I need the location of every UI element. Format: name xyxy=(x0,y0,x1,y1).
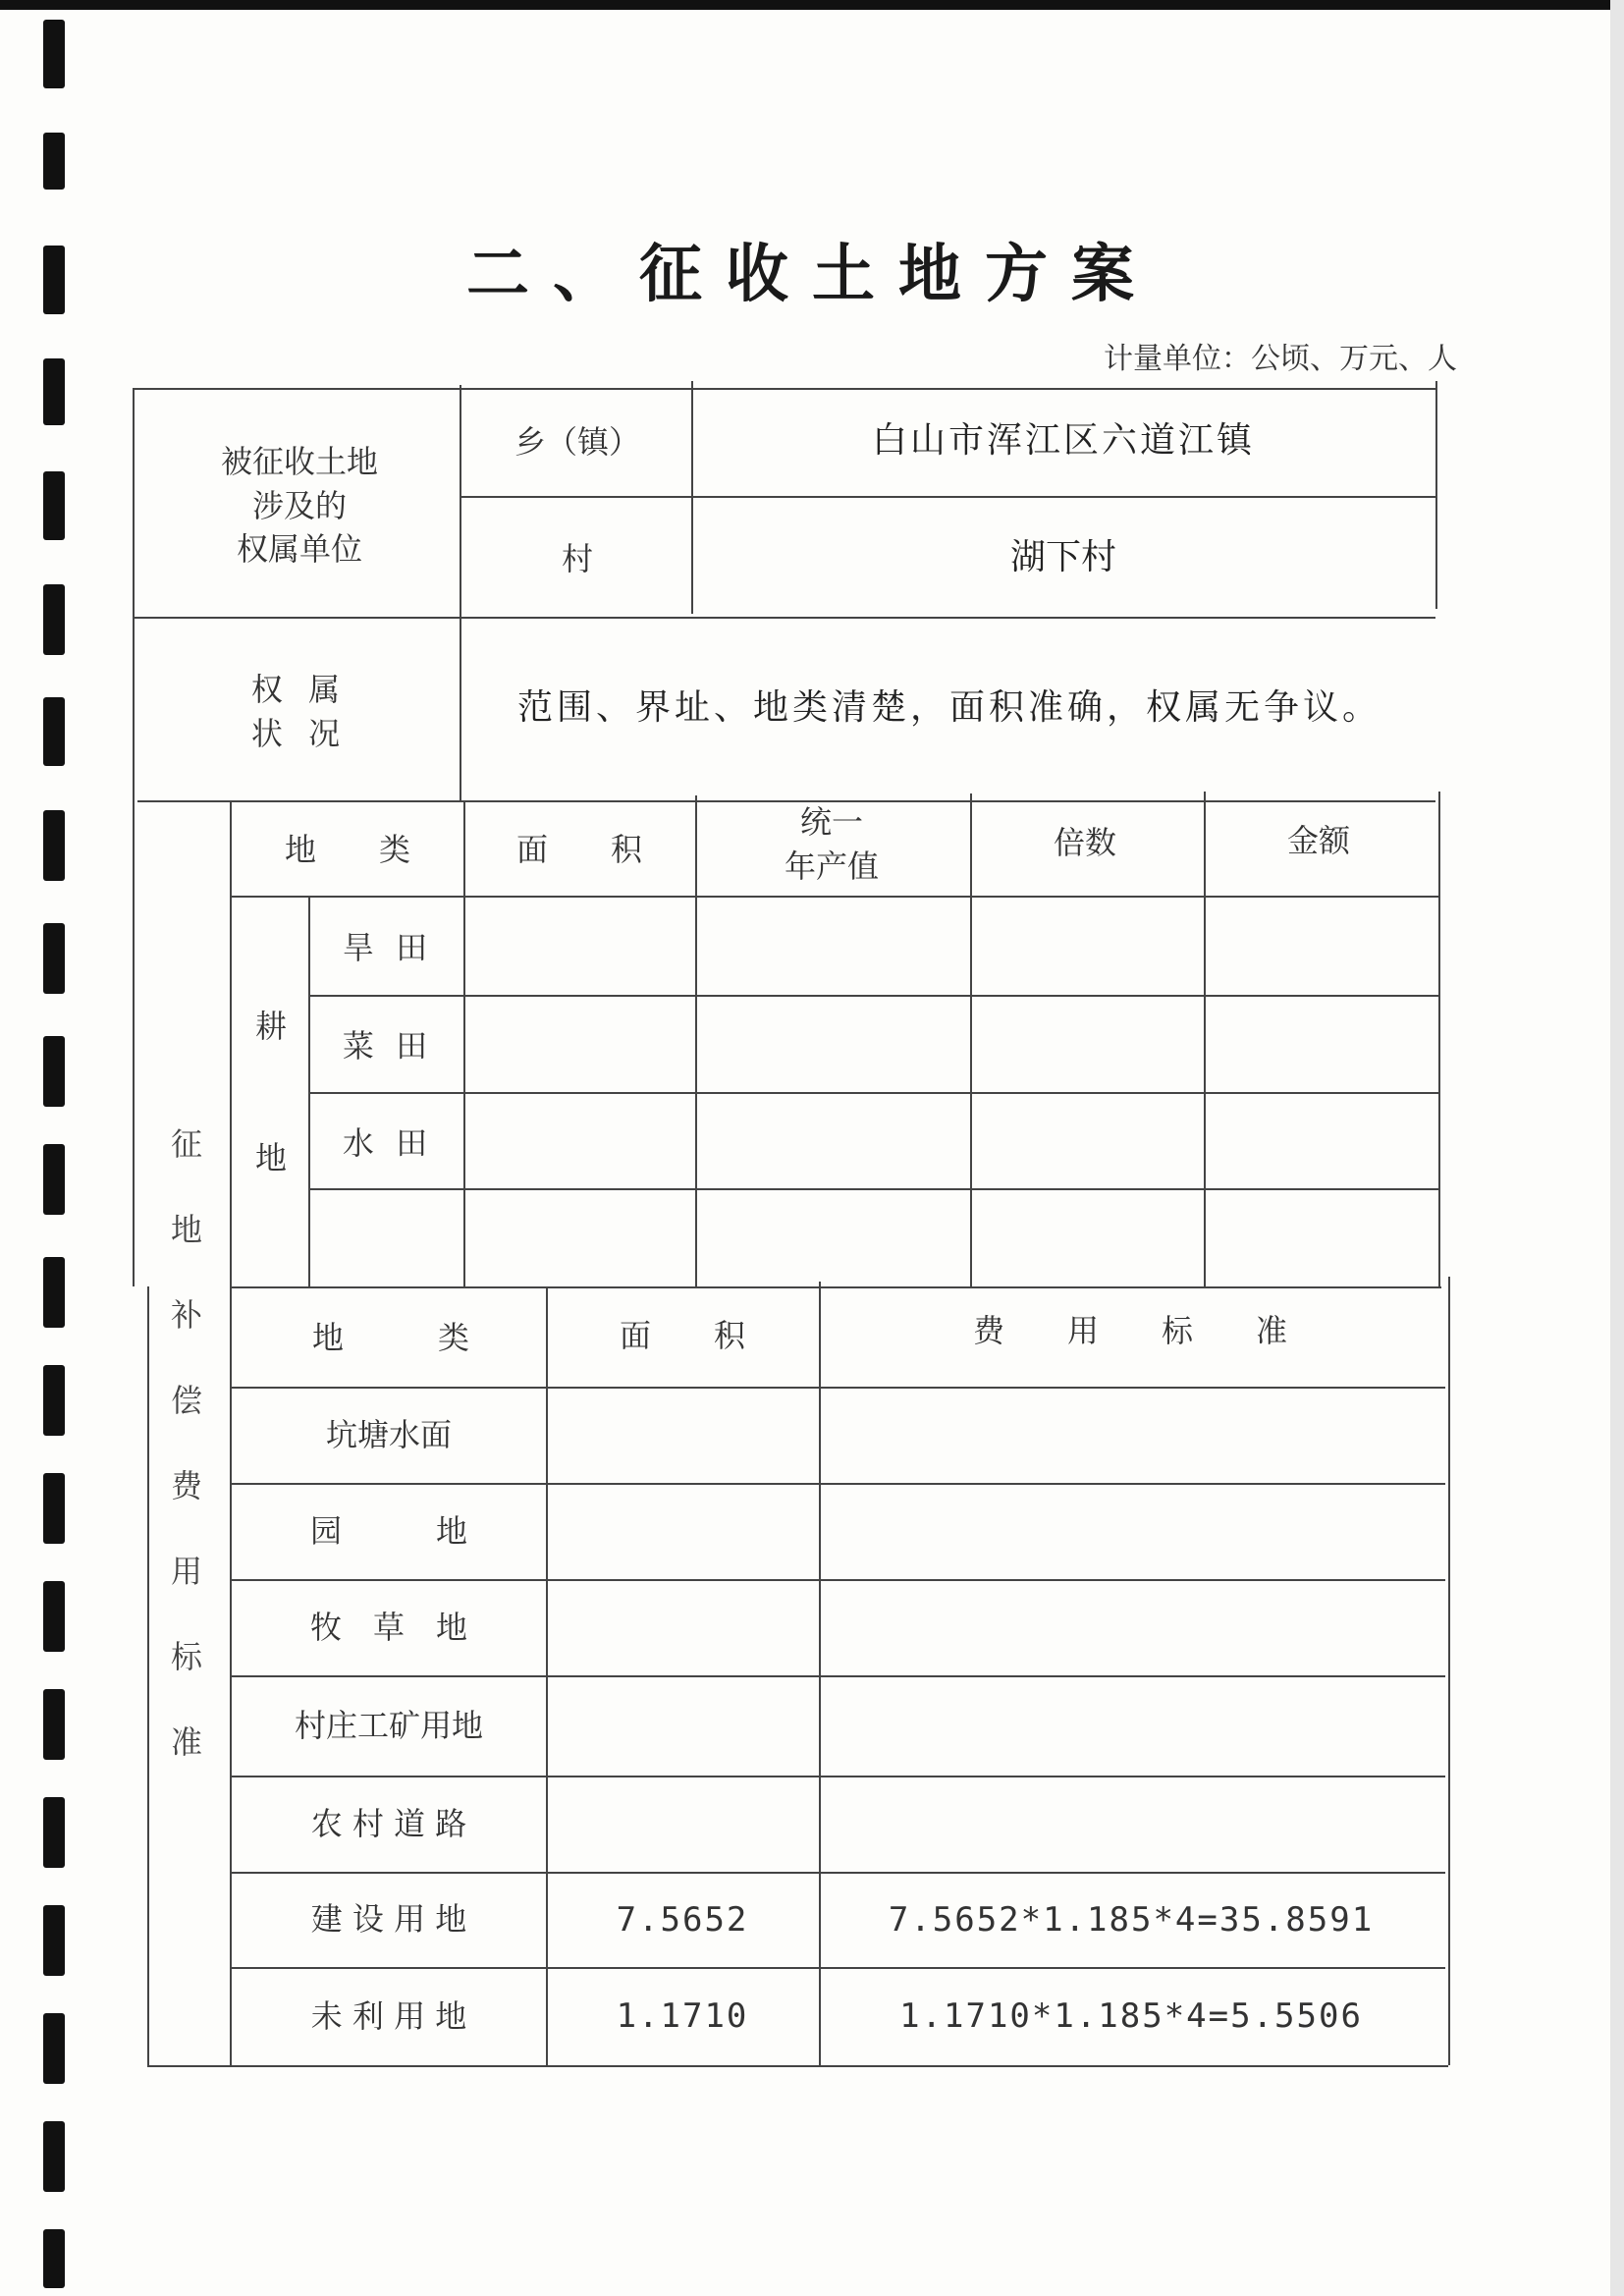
other-row-area xyxy=(546,1579,819,1675)
grid-line xyxy=(1438,792,1440,1286)
binding-hole xyxy=(43,1797,65,1868)
cultivated-header-output: 统一 年产值 xyxy=(784,803,879,885)
other-row-area xyxy=(546,1675,819,1776)
other-row-area xyxy=(546,1776,819,1872)
binding-hole xyxy=(43,1689,65,1760)
cultivated-row-vegetable: 菜 田 xyxy=(342,1026,434,1065)
binding-hole xyxy=(43,20,65,88)
cultivated-header-area: 面 积 xyxy=(515,830,642,868)
binding-hole xyxy=(43,1036,65,1107)
compensation-standard-label: 征 地 补 偿 费 用 标 准 xyxy=(170,1125,202,1761)
grid-line xyxy=(310,1188,1438,1190)
owner-section-label: 被征收土地 涉及的 权属单位 xyxy=(220,442,378,569)
other-row-type: 建 设 用 地 xyxy=(310,1900,467,1939)
grid-line xyxy=(133,388,135,1286)
binding-hole xyxy=(43,133,65,190)
township-value: 白山市浑江区六道江镇 xyxy=(871,419,1255,461)
grid-line xyxy=(310,1092,1438,1094)
binding-hole xyxy=(43,1365,65,1436)
cultivated-header-multiple: 倍数 xyxy=(1053,823,1116,861)
other-row-area xyxy=(546,1387,819,1483)
other-header-area: 面 积 xyxy=(619,1316,745,1354)
binding-hole xyxy=(43,1144,65,1215)
cultivated-header-type: 地 类 xyxy=(284,830,410,868)
other-row-standard: 7.5652*1.185*4=35.8591 xyxy=(888,1899,1375,1940)
other-row-type: 未 利 用 地 xyxy=(310,1996,467,2035)
other-row-type: 坑塘水面 xyxy=(325,1415,452,1453)
binding-hole xyxy=(43,923,65,994)
binding-hole xyxy=(43,810,65,881)
other-row-type: 农 村 道 路 xyxy=(310,1804,467,1842)
cultivated-row-paddy: 水 田 xyxy=(342,1123,434,1162)
other-header-type: 地 类 xyxy=(311,1318,469,1356)
other-row-standard: 1.1710*1.185*4=5.5506 xyxy=(899,1996,1363,2036)
binding-hole xyxy=(43,697,65,766)
binding-hole xyxy=(43,2121,65,2192)
other-row-standard xyxy=(819,1776,1443,1872)
other-row-area: 1.1710 xyxy=(616,1996,749,2036)
cultivated-header-amount: 金额 xyxy=(1286,821,1350,859)
binding-hole xyxy=(43,1473,65,1544)
binding-hole xyxy=(43,358,65,425)
binding-hole xyxy=(43,1257,65,1328)
binding-hole xyxy=(43,2013,65,2084)
unit-note: 计量单位：公顷、万元、人 xyxy=(1104,342,1457,376)
grid-line xyxy=(147,2065,1448,2067)
grid-line xyxy=(310,995,1438,997)
other-row-standard xyxy=(819,1579,1443,1675)
binding-hole xyxy=(43,471,65,540)
other-row-standard xyxy=(819,1483,1443,1579)
other-row-standard xyxy=(819,1675,1443,1776)
other-header-standard: 费 用 标 准 xyxy=(972,1311,1287,1349)
other-row-type: 村庄工矿用地 xyxy=(294,1706,483,1744)
village-value: 湖下村 xyxy=(1009,536,1116,577)
other-row-area: 7.5652 xyxy=(616,1899,749,1940)
scan-top-edge xyxy=(0,0,1624,10)
binding-hole xyxy=(43,1905,65,1976)
grid-line xyxy=(1448,1277,1450,2065)
cultivated-row-dry: 旱 田 xyxy=(342,928,434,966)
binding-hole xyxy=(43,1581,65,1652)
scan-right-edge xyxy=(1610,0,1624,2296)
other-row-type: 园 地 xyxy=(309,1511,467,1550)
other-row-area xyxy=(546,1483,819,1579)
cultivated-group-label: 耕 地 xyxy=(254,1007,287,1177)
other-row-standard xyxy=(819,1387,1443,1483)
page-title: 二、征收土地方案 xyxy=(466,238,1158,311)
ownership-status-label: 权 属 状 况 xyxy=(250,670,349,752)
village-label: 村 xyxy=(561,539,593,577)
grid-line xyxy=(1435,381,1437,609)
ownership-status-value: 范围、界址、地类清楚，面积准确，权属无争议。 xyxy=(516,687,1381,728)
other-row-type: 牧 草 地 xyxy=(309,1608,467,1646)
township-label: 乡（镇） xyxy=(514,422,640,461)
binding-hole xyxy=(43,584,65,655)
binding-hole xyxy=(43,2229,65,2288)
